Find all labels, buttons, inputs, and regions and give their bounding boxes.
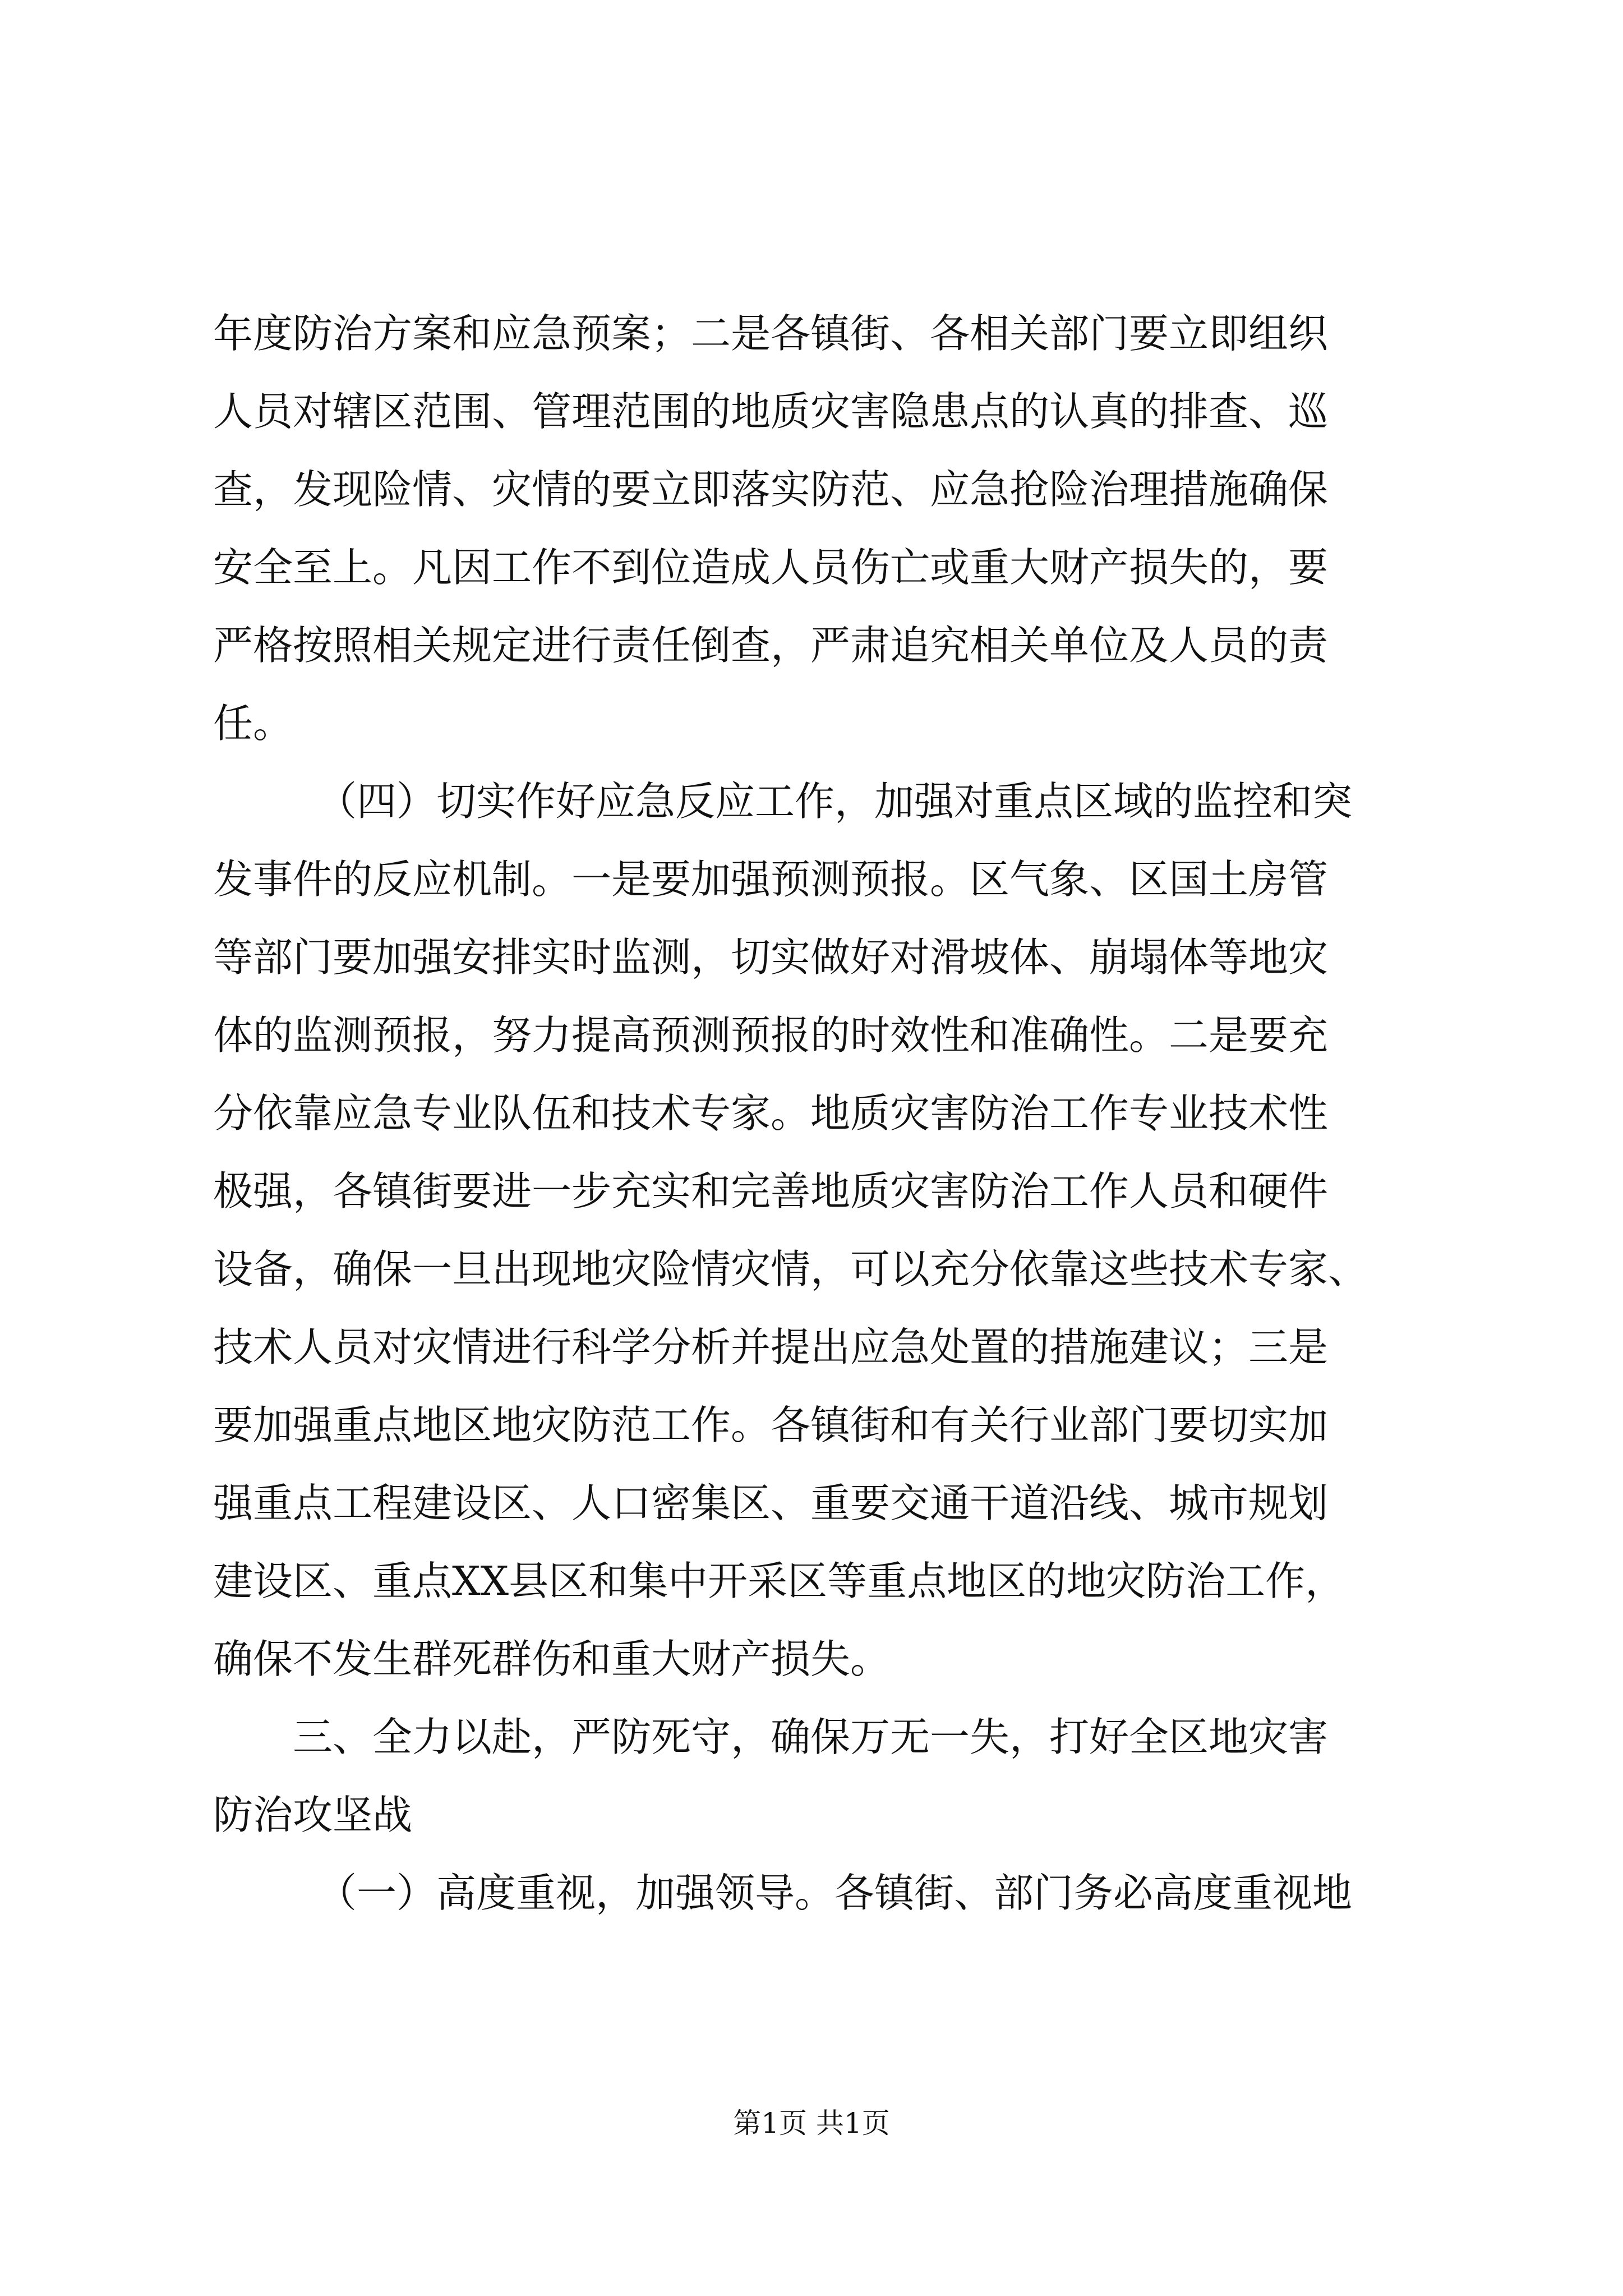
text-line: 任。 <box>213 700 293 747</box>
text-line: 严格按照相关规定进行责任倒查，严肃追究相关单位及人员的责 <box>213 622 1329 669</box>
paragraph-heading: （一）高度重视，加强领导。各镇街、部门务必高度重视地 <box>317 1870 1353 1916</box>
paragraph-heading: （四）切实作好应急反应工作，加强对重点区域的监控和突 <box>317 778 1353 825</box>
text-line: 强重点工程建设区、人口密集区、重要交通干道沿线、城市规划 <box>213 1480 1329 1526</box>
text-line: 分依靠应急专业队伍和技术专家。地质灾害防治工作专业技术性 <box>213 1090 1329 1137</box>
text-line: 查，发现险情、灾情的要立即落实防范、应急抢险治理措施确保 <box>213 466 1329 513</box>
text-line: 等部门要加强安排实时监测，切实做好对滑坡体、崩塌体等地灾 <box>213 934 1329 981</box>
text-line: 发事件的反应机制。一是要加强预测预报。区气象、区国土房管 <box>213 856 1329 903</box>
text-line: 体的监测预报，努力提高预测预报的时效性和准确性。二是要充 <box>213 1012 1329 1059</box>
text-line: 设备，确保一旦出现地灾险情灾情，可以充分依靠这些技术专家、 <box>213 1246 1368 1292</box>
page-footer: 第1页 共1页 <box>733 2107 890 2139</box>
text-line: 确保不发生群死群伤和重大财产损失。 <box>213 1636 891 1682</box>
section-heading: 三、全力以赴，严防死守，确保万无一失，打好全区地灾害 <box>293 1714 1329 1760</box>
text-line: 要加强重点地区地灾防范工作。各镇街和有关行业部门要切实加 <box>213 1402 1329 1448</box>
text-line: 人员对辖区范围、管理范围的地质灾害隐患点的认真的排查、巡 <box>213 388 1329 435</box>
section-heading-continued: 防治攻坚战 <box>213 1792 413 1838</box>
text-line: 极强，各镇街要进一步充实和完善地质灾害防治工作人员和硬件 <box>213 1168 1329 1214</box>
text-line: 建设区、重点XX县区和集中开采区等重点地区的地灾防治工作， <box>213 1558 1345 1604</box>
text-line: 年度防治方案和应急预案；二是各镇街、各相关部门要立即组织 <box>213 310 1329 357</box>
text-line: 安全至上。凡因工作不到位造成人员伤亡或重大财产损失的，要 <box>213 544 1329 591</box>
text-line: 技术人员对灾情进行科学分析并提出应急处置的措施建议；三是 <box>213 1324 1329 1370</box>
